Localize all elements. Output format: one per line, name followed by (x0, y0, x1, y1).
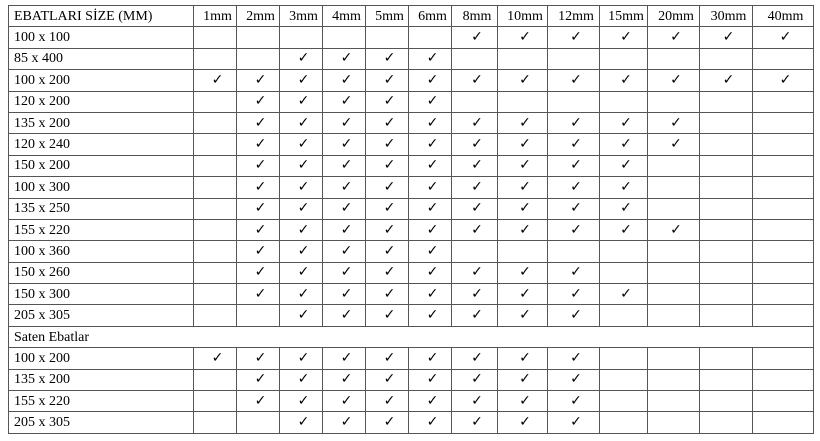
check-icon: ✓ (648, 134, 700, 155)
check-icon: ✓ (237, 177, 280, 198)
check-icon: ✓ (323, 198, 366, 219)
empty-cell (237, 27, 280, 48)
check-icon: ✓ (409, 284, 452, 305)
check-icon: ✓ (323, 134, 366, 155)
size-label: 150 x 200 (9, 155, 194, 176)
check-icon: ✓ (498, 112, 548, 133)
thickness-column-header: 12mm (548, 6, 600, 27)
size-label: 120 x 200 (9, 91, 194, 112)
empty-cell (648, 391, 700, 412)
check-icon: ✓ (280, 391, 323, 412)
empty-cell (753, 262, 814, 283)
empty-cell (366, 27, 409, 48)
check-icon: ✓ (237, 262, 280, 283)
empty-cell (753, 284, 814, 305)
check-icon: ✓ (280, 369, 323, 390)
empty-cell (548, 241, 600, 262)
check-icon: ✓ (366, 91, 409, 112)
check-icon: ✓ (548, 348, 600, 369)
check-icon: ✓ (600, 27, 648, 48)
table-row (9, 412, 814, 433)
check-icon: ✓ (498, 70, 548, 91)
check-icon: ✓ (548, 262, 600, 283)
check-icon: ✓ (600, 155, 648, 176)
check-icon: ✓ (280, 262, 323, 283)
check-icon: ✓ (548, 412, 600, 433)
empty-cell (194, 241, 237, 262)
check-icon: ✓ (548, 27, 600, 48)
empty-cell (194, 391, 237, 412)
check-icon: ✓ (452, 348, 498, 369)
check-icon: ✓ (323, 348, 366, 369)
thickness-column-header: 10mm (498, 6, 548, 27)
empty-cell (753, 348, 814, 369)
check-icon: ✓ (366, 70, 409, 91)
check-icon: ✓ (366, 305, 409, 326)
thickness-column-header: 30mm (700, 6, 753, 27)
empty-cell (600, 348, 648, 369)
size-label: 155 x 220 (9, 219, 194, 240)
table-row (9, 219, 814, 240)
check-icon: ✓ (753, 70, 814, 91)
table-row (9, 27, 814, 48)
size-label: 150 x 300 (9, 284, 194, 305)
standard-sizes-body (9, 27, 814, 326)
check-icon: ✓ (366, 241, 409, 262)
check-icon: ✓ (409, 155, 452, 176)
empty-cell (648, 348, 700, 369)
check-icon: ✓ (452, 305, 498, 326)
empty-cell (194, 48, 237, 69)
check-icon: ✓ (323, 262, 366, 283)
empty-cell (753, 241, 814, 262)
table-row (9, 241, 814, 262)
check-icon: ✓ (452, 284, 498, 305)
empty-cell (194, 134, 237, 155)
empty-cell (700, 155, 753, 176)
empty-cell (600, 241, 648, 262)
check-icon: ✓ (498, 27, 548, 48)
check-icon: ✓ (409, 177, 452, 198)
size-label: 205 x 305 (9, 305, 194, 326)
check-icon: ✓ (600, 70, 648, 91)
table-row (9, 155, 814, 176)
table-row (9, 48, 814, 69)
empty-cell (648, 91, 700, 112)
check-icon: ✓ (409, 348, 452, 369)
thickness-column-header: 2mm (237, 6, 280, 27)
empty-cell (600, 91, 648, 112)
thickness-column-header: 4mm (323, 6, 366, 27)
empty-cell (753, 134, 814, 155)
empty-cell (194, 198, 237, 219)
check-icon: ✓ (700, 27, 753, 48)
check-icon: ✓ (237, 284, 280, 305)
empty-cell (498, 241, 548, 262)
empty-cell (700, 177, 753, 198)
check-icon: ✓ (323, 48, 366, 69)
check-icon: ✓ (366, 219, 409, 240)
size-label: 120 x 240 (9, 134, 194, 155)
empty-cell (600, 262, 648, 283)
check-icon: ✓ (498, 305, 548, 326)
size-label: 100 x 100 (9, 27, 194, 48)
check-icon: ✓ (700, 70, 753, 91)
table-row (9, 391, 814, 412)
check-icon: ✓ (600, 112, 648, 133)
check-icon: ✓ (280, 155, 323, 176)
check-icon: ✓ (323, 155, 366, 176)
empty-cell (194, 219, 237, 240)
empty-cell (194, 369, 237, 390)
empty-cell (452, 241, 498, 262)
empty-cell (700, 134, 753, 155)
empty-cell (237, 305, 280, 326)
empty-cell (237, 48, 280, 69)
thickness-column-header: 15mm (600, 6, 648, 27)
check-icon: ✓ (648, 112, 700, 133)
check-icon: ✓ (548, 391, 600, 412)
check-icon: ✓ (753, 27, 814, 48)
check-icon: ✓ (409, 219, 452, 240)
satin-section-header (9, 326, 814, 347)
check-icon: ✓ (280, 219, 323, 240)
check-icon: ✓ (280, 412, 323, 433)
check-icon: ✓ (498, 348, 548, 369)
table-row (9, 177, 814, 198)
check-icon: ✓ (648, 219, 700, 240)
empty-cell (648, 198, 700, 219)
check-icon: ✓ (194, 70, 237, 91)
empty-cell (194, 177, 237, 198)
check-icon: ✓ (323, 70, 366, 91)
empty-cell (194, 27, 237, 48)
check-icon: ✓ (498, 198, 548, 219)
empty-cell (648, 305, 700, 326)
empty-cell (498, 91, 548, 112)
check-icon: ✓ (366, 348, 409, 369)
check-icon: ✓ (452, 70, 498, 91)
empty-cell (548, 48, 600, 69)
size-label: 135 x 200 (9, 369, 194, 390)
check-icon: ✓ (409, 112, 452, 133)
empty-cell (548, 91, 600, 112)
empty-cell (600, 412, 648, 433)
size-label: 100 x 200 (9, 70, 194, 91)
empty-cell (498, 48, 548, 69)
empty-cell (194, 155, 237, 176)
check-icon: ✓ (409, 91, 452, 112)
check-icon: ✓ (548, 219, 600, 240)
empty-cell (648, 262, 700, 283)
size-label: 100 x 300 (9, 177, 194, 198)
check-icon: ✓ (548, 112, 600, 133)
check-icon: ✓ (237, 348, 280, 369)
check-icon: ✓ (280, 284, 323, 305)
check-icon: ✓ (498, 177, 548, 198)
check-icon: ✓ (452, 412, 498, 433)
table-row (9, 369, 814, 390)
empty-cell (648, 155, 700, 176)
size-label: 205 x 305 (9, 412, 194, 433)
thickness-column-header: 20mm (648, 6, 700, 27)
section-row (9, 326, 814, 347)
empty-cell (753, 219, 814, 240)
check-icon: ✓ (323, 391, 366, 412)
check-icon: ✓ (452, 198, 498, 219)
check-icon: ✓ (409, 241, 452, 262)
empty-cell (753, 112, 814, 133)
thickness-column-header: 5mm (366, 6, 409, 27)
table-row (9, 305, 814, 326)
check-icon: ✓ (323, 91, 366, 112)
check-icon: ✓ (409, 262, 452, 283)
empty-cell (600, 369, 648, 390)
empty-cell (648, 284, 700, 305)
check-icon: ✓ (323, 177, 366, 198)
check-icon: ✓ (366, 369, 409, 390)
empty-cell (194, 91, 237, 112)
check-icon: ✓ (237, 391, 280, 412)
empty-cell (452, 91, 498, 112)
size-label: 155 x 220 (9, 391, 194, 412)
empty-cell (753, 91, 814, 112)
check-icon: ✓ (452, 155, 498, 176)
table-row (9, 284, 814, 305)
check-icon: ✓ (409, 198, 452, 219)
check-icon: ✓ (280, 48, 323, 69)
check-icon: ✓ (366, 155, 409, 176)
check-icon: ✓ (280, 305, 323, 326)
empty-cell (194, 284, 237, 305)
empty-cell (753, 155, 814, 176)
size-column-header: EBATLARI SİZE (MM) (9, 6, 194, 27)
empty-cell (700, 412, 753, 433)
empty-cell (753, 198, 814, 219)
check-icon: ✓ (548, 134, 600, 155)
check-icon: ✓ (323, 412, 366, 433)
empty-cell (194, 412, 237, 433)
empty-cell (648, 369, 700, 390)
empty-cell (700, 305, 753, 326)
check-icon: ✓ (280, 198, 323, 219)
check-icon: ✓ (237, 241, 280, 262)
check-icon: ✓ (548, 70, 600, 91)
empty-cell (700, 112, 753, 133)
table-row (9, 198, 814, 219)
empty-cell (753, 177, 814, 198)
satin-sizes-body (9, 348, 814, 434)
check-icon: ✓ (366, 198, 409, 219)
empty-cell (194, 262, 237, 283)
check-icon: ✓ (452, 27, 498, 48)
empty-cell (700, 369, 753, 390)
empty-cell (700, 91, 753, 112)
check-icon: ✓ (323, 112, 366, 133)
check-icon: ✓ (366, 177, 409, 198)
empty-cell (700, 391, 753, 412)
empty-cell (753, 412, 814, 433)
check-icon: ✓ (237, 155, 280, 176)
check-icon: ✓ (548, 284, 600, 305)
empty-cell (194, 112, 237, 133)
empty-cell (452, 48, 498, 69)
check-icon: ✓ (409, 391, 452, 412)
table-row (9, 91, 814, 112)
check-icon: ✓ (323, 284, 366, 305)
thickness-column-header: 8mm (452, 6, 498, 27)
empty-cell (648, 241, 700, 262)
check-icon: ✓ (237, 91, 280, 112)
check-icon: ✓ (194, 348, 237, 369)
check-icon: ✓ (600, 284, 648, 305)
check-icon: ✓ (323, 219, 366, 240)
check-icon: ✓ (323, 241, 366, 262)
check-icon: ✓ (548, 198, 600, 219)
check-icon: ✓ (280, 348, 323, 369)
check-icon: ✓ (498, 391, 548, 412)
empty-cell (700, 284, 753, 305)
check-icon: ✓ (498, 134, 548, 155)
empty-cell (700, 198, 753, 219)
check-icon: ✓ (409, 134, 452, 155)
check-icon: ✓ (280, 134, 323, 155)
check-icon: ✓ (409, 305, 452, 326)
satin-section-title: Saten Ebatlar (9, 326, 814, 347)
check-icon: ✓ (600, 134, 648, 155)
check-icon: ✓ (452, 369, 498, 390)
size-label: 135 x 250 (9, 198, 194, 219)
empty-cell (700, 241, 753, 262)
check-icon: ✓ (237, 369, 280, 390)
check-icon: ✓ (323, 369, 366, 390)
check-icon: ✓ (409, 369, 452, 390)
empty-cell (700, 219, 753, 240)
empty-cell (700, 48, 753, 69)
table-row (9, 348, 814, 369)
empty-cell (600, 305, 648, 326)
check-icon: ✓ (280, 112, 323, 133)
check-icon: ✓ (452, 219, 498, 240)
check-icon: ✓ (498, 412, 548, 433)
empty-cell (700, 262, 753, 283)
header-row (9, 6, 814, 27)
size-label: 100 x 360 (9, 241, 194, 262)
check-icon: ✓ (237, 198, 280, 219)
empty-cell (600, 391, 648, 412)
check-icon: ✓ (409, 70, 452, 91)
size-label: 85 x 400 (9, 48, 194, 69)
check-icon: ✓ (366, 112, 409, 133)
check-icon: ✓ (280, 241, 323, 262)
thickness-column-header: 40mm (753, 6, 814, 27)
empty-cell (753, 305, 814, 326)
size-label: 150 x 260 (9, 262, 194, 283)
check-icon: ✓ (452, 134, 498, 155)
size-availability-table (8, 5, 814, 434)
check-icon: ✓ (237, 219, 280, 240)
check-icon: ✓ (409, 412, 452, 433)
empty-cell (237, 412, 280, 433)
check-icon: ✓ (498, 262, 548, 283)
check-icon: ✓ (452, 177, 498, 198)
check-icon: ✓ (548, 305, 600, 326)
check-icon: ✓ (498, 219, 548, 240)
check-icon: ✓ (237, 70, 280, 91)
table-row (9, 134, 814, 155)
check-icon: ✓ (600, 177, 648, 198)
check-icon: ✓ (366, 262, 409, 283)
empty-cell (280, 27, 323, 48)
table-row (9, 262, 814, 283)
check-icon: ✓ (498, 284, 548, 305)
check-icon: ✓ (548, 155, 600, 176)
empty-cell (753, 391, 814, 412)
empty-cell (700, 348, 753, 369)
check-icon: ✓ (498, 369, 548, 390)
empty-cell (648, 412, 700, 433)
empty-cell (648, 177, 700, 198)
empty-cell (600, 48, 648, 69)
empty-cell (323, 27, 366, 48)
check-icon: ✓ (366, 412, 409, 433)
check-icon: ✓ (648, 70, 700, 91)
check-icon: ✓ (648, 27, 700, 48)
check-icon: ✓ (366, 48, 409, 69)
check-icon: ✓ (280, 70, 323, 91)
empty-cell (409, 27, 452, 48)
check-icon: ✓ (366, 134, 409, 155)
thickness-column-header: 6mm (409, 6, 452, 27)
check-icon: ✓ (280, 177, 323, 198)
check-icon: ✓ (237, 112, 280, 133)
check-icon: ✓ (237, 134, 280, 155)
size-label: 100 x 200 (9, 348, 194, 369)
check-icon: ✓ (409, 48, 452, 69)
check-icon: ✓ (452, 112, 498, 133)
check-icon: ✓ (366, 284, 409, 305)
empty-cell (194, 305, 237, 326)
check-icon: ✓ (498, 155, 548, 176)
table-row (9, 70, 814, 91)
check-icon: ✓ (548, 177, 600, 198)
thickness-column-header: 3mm (280, 6, 323, 27)
check-icon: ✓ (280, 91, 323, 112)
empty-cell (648, 48, 700, 69)
size-label: 135 x 200 (9, 112, 194, 133)
check-icon: ✓ (548, 369, 600, 390)
check-icon: ✓ (452, 391, 498, 412)
check-icon: ✓ (366, 391, 409, 412)
check-icon: ✓ (323, 305, 366, 326)
check-icon: ✓ (452, 262, 498, 283)
table-row (9, 112, 814, 133)
empty-cell (753, 369, 814, 390)
thickness-column-header: 1mm (194, 6, 237, 27)
check-icon: ✓ (600, 198, 648, 219)
check-icon: ✓ (600, 219, 648, 240)
empty-cell (753, 48, 814, 69)
